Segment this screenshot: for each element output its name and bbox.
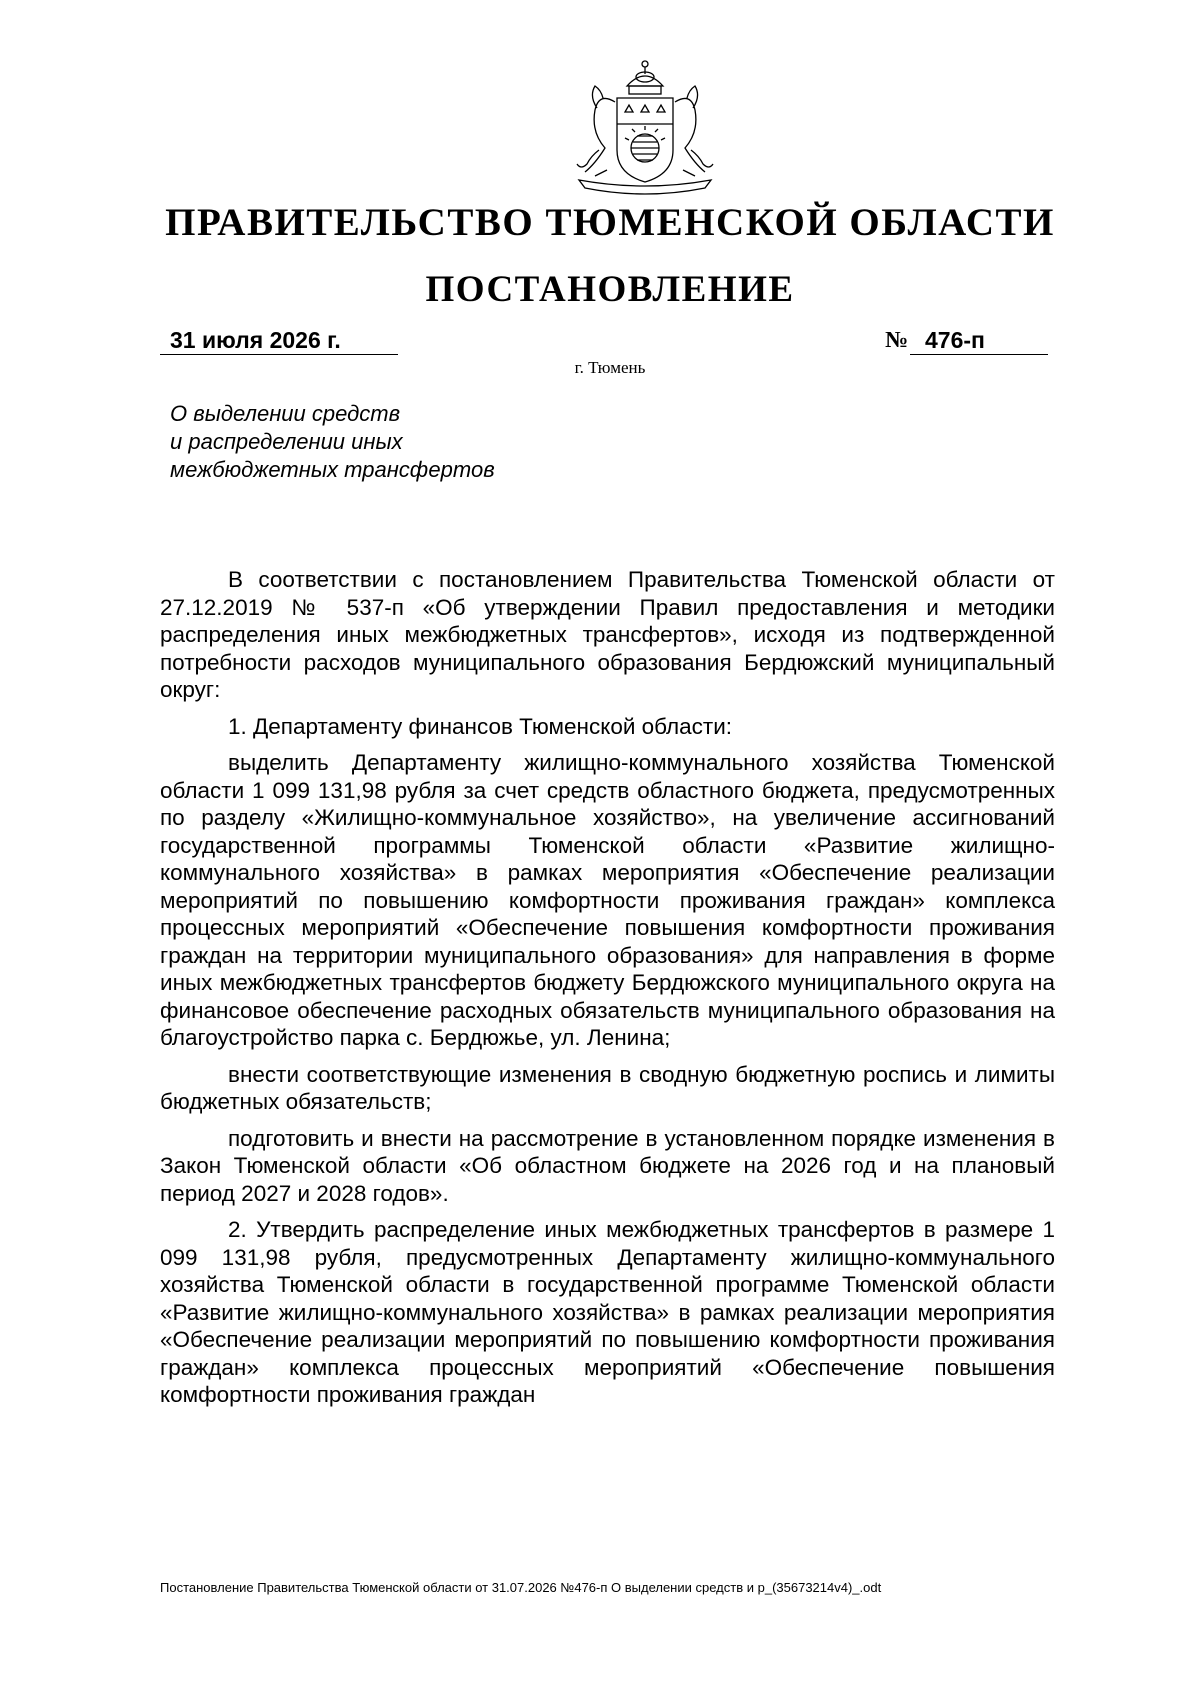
subject-line: О выделении средств <box>170 401 401 426</box>
document-type: ПОСТАНОВЛЕНИЕ <box>425 269 795 310</box>
body-paragraph: В соответствии с постановлением Правительства Тюменской области от 27.12.2019 № 537-п «Об утверждении Правил предоставления и методики распределения иных межбюджетных трансфертов», исходя из подтвержденной потребности расходов муниципального образования Бердюжский муниципальный округ: <box>160 567 1055 702</box>
body-paragraph: подготовить и внести на рассмотрение в установленном порядке изменения в Закон Тюменской области «Об областном бюджете на 2026 год и на плановый период 2027 и 2028 годов». <box>160 1125 1055 1206</box>
subject-line: межбюджетных трансфертов <box>170 457 495 482</box>
document-body <box>160 566 1055 1418</box>
number-sign: № <box>885 327 909 352</box>
body-paragraph: внести соответствующие изменения в сводную бюджетную роспись и лимиты бюджетных обязательств; <box>160 1061 1055 1114</box>
document-date: 31 июля 2026 г. <box>170 327 341 353</box>
organization-title: ПРАВИТЕЛЬСТВО ТЮМЕНСКОЙ ОБЛАСТИ <box>165 201 1055 244</box>
coat-of-arms-icon <box>555 52 735 202</box>
body-paragraph: 1. Департаменту финансов Тюменской области: <box>228 713 733 739</box>
document-city: г. Тюмень <box>574 358 646 377</box>
document-subject <box>170 400 670 484</box>
page-footer: Постановление Правительства Тюменской области от 31.07.2026 №476-п О выделении средств и р_(35673214v4)_.odt <box>160 1580 882 1595</box>
date-underline <box>160 354 398 355</box>
document-number: 476-п <box>925 327 985 353</box>
subject-line: и распределении иных <box>170 429 403 454</box>
number-underline <box>910 354 1048 355</box>
body-paragraph: 2. Утвердить распределение иных межбюджетных трансфертов в размере 1 099 131,98 рубля, предусмотренных Департаменту жилищно-коммунального хозяйства Тюменской области в государственной программе Тюменской области «Развитие жилищно-коммунального хозяйства» в рамках реализации мероприятия «Обеспечение реализации мероприятий по повышению комфортности проживания граждан» комплекса процессных мероприятий «Обеспечение повышения комфортности проживания граждан <box>160 1217 1055 1407</box>
body-paragraph: выделить Департаменту жилищно-коммунального хозяйства Тюменской области 1 099 131,98 рубля за счет средств областного бюджета, предусмотренных по разделу «Жилищно-коммунальное хозяйство», на увеличение ассигнований государственной программы Тюменской области «Развитие жилищно-коммунального хозяйства» в рамках мероприятия «Обеспечение реализации мероприятий по повышению комфортности проживания граждан» комплекса процессных мероприятий «Обеспечение повышения комфортности проживания граждан на территории муниципального образования» для направления в форме иных межбюджетных трансфертов бюджету Бердюжского муниципального округа на финансовое обеспечение расходных обязательств муниципального образования на благоустройство парка с. Бердюжье, ул. Ленина; <box>160 750 1055 1050</box>
